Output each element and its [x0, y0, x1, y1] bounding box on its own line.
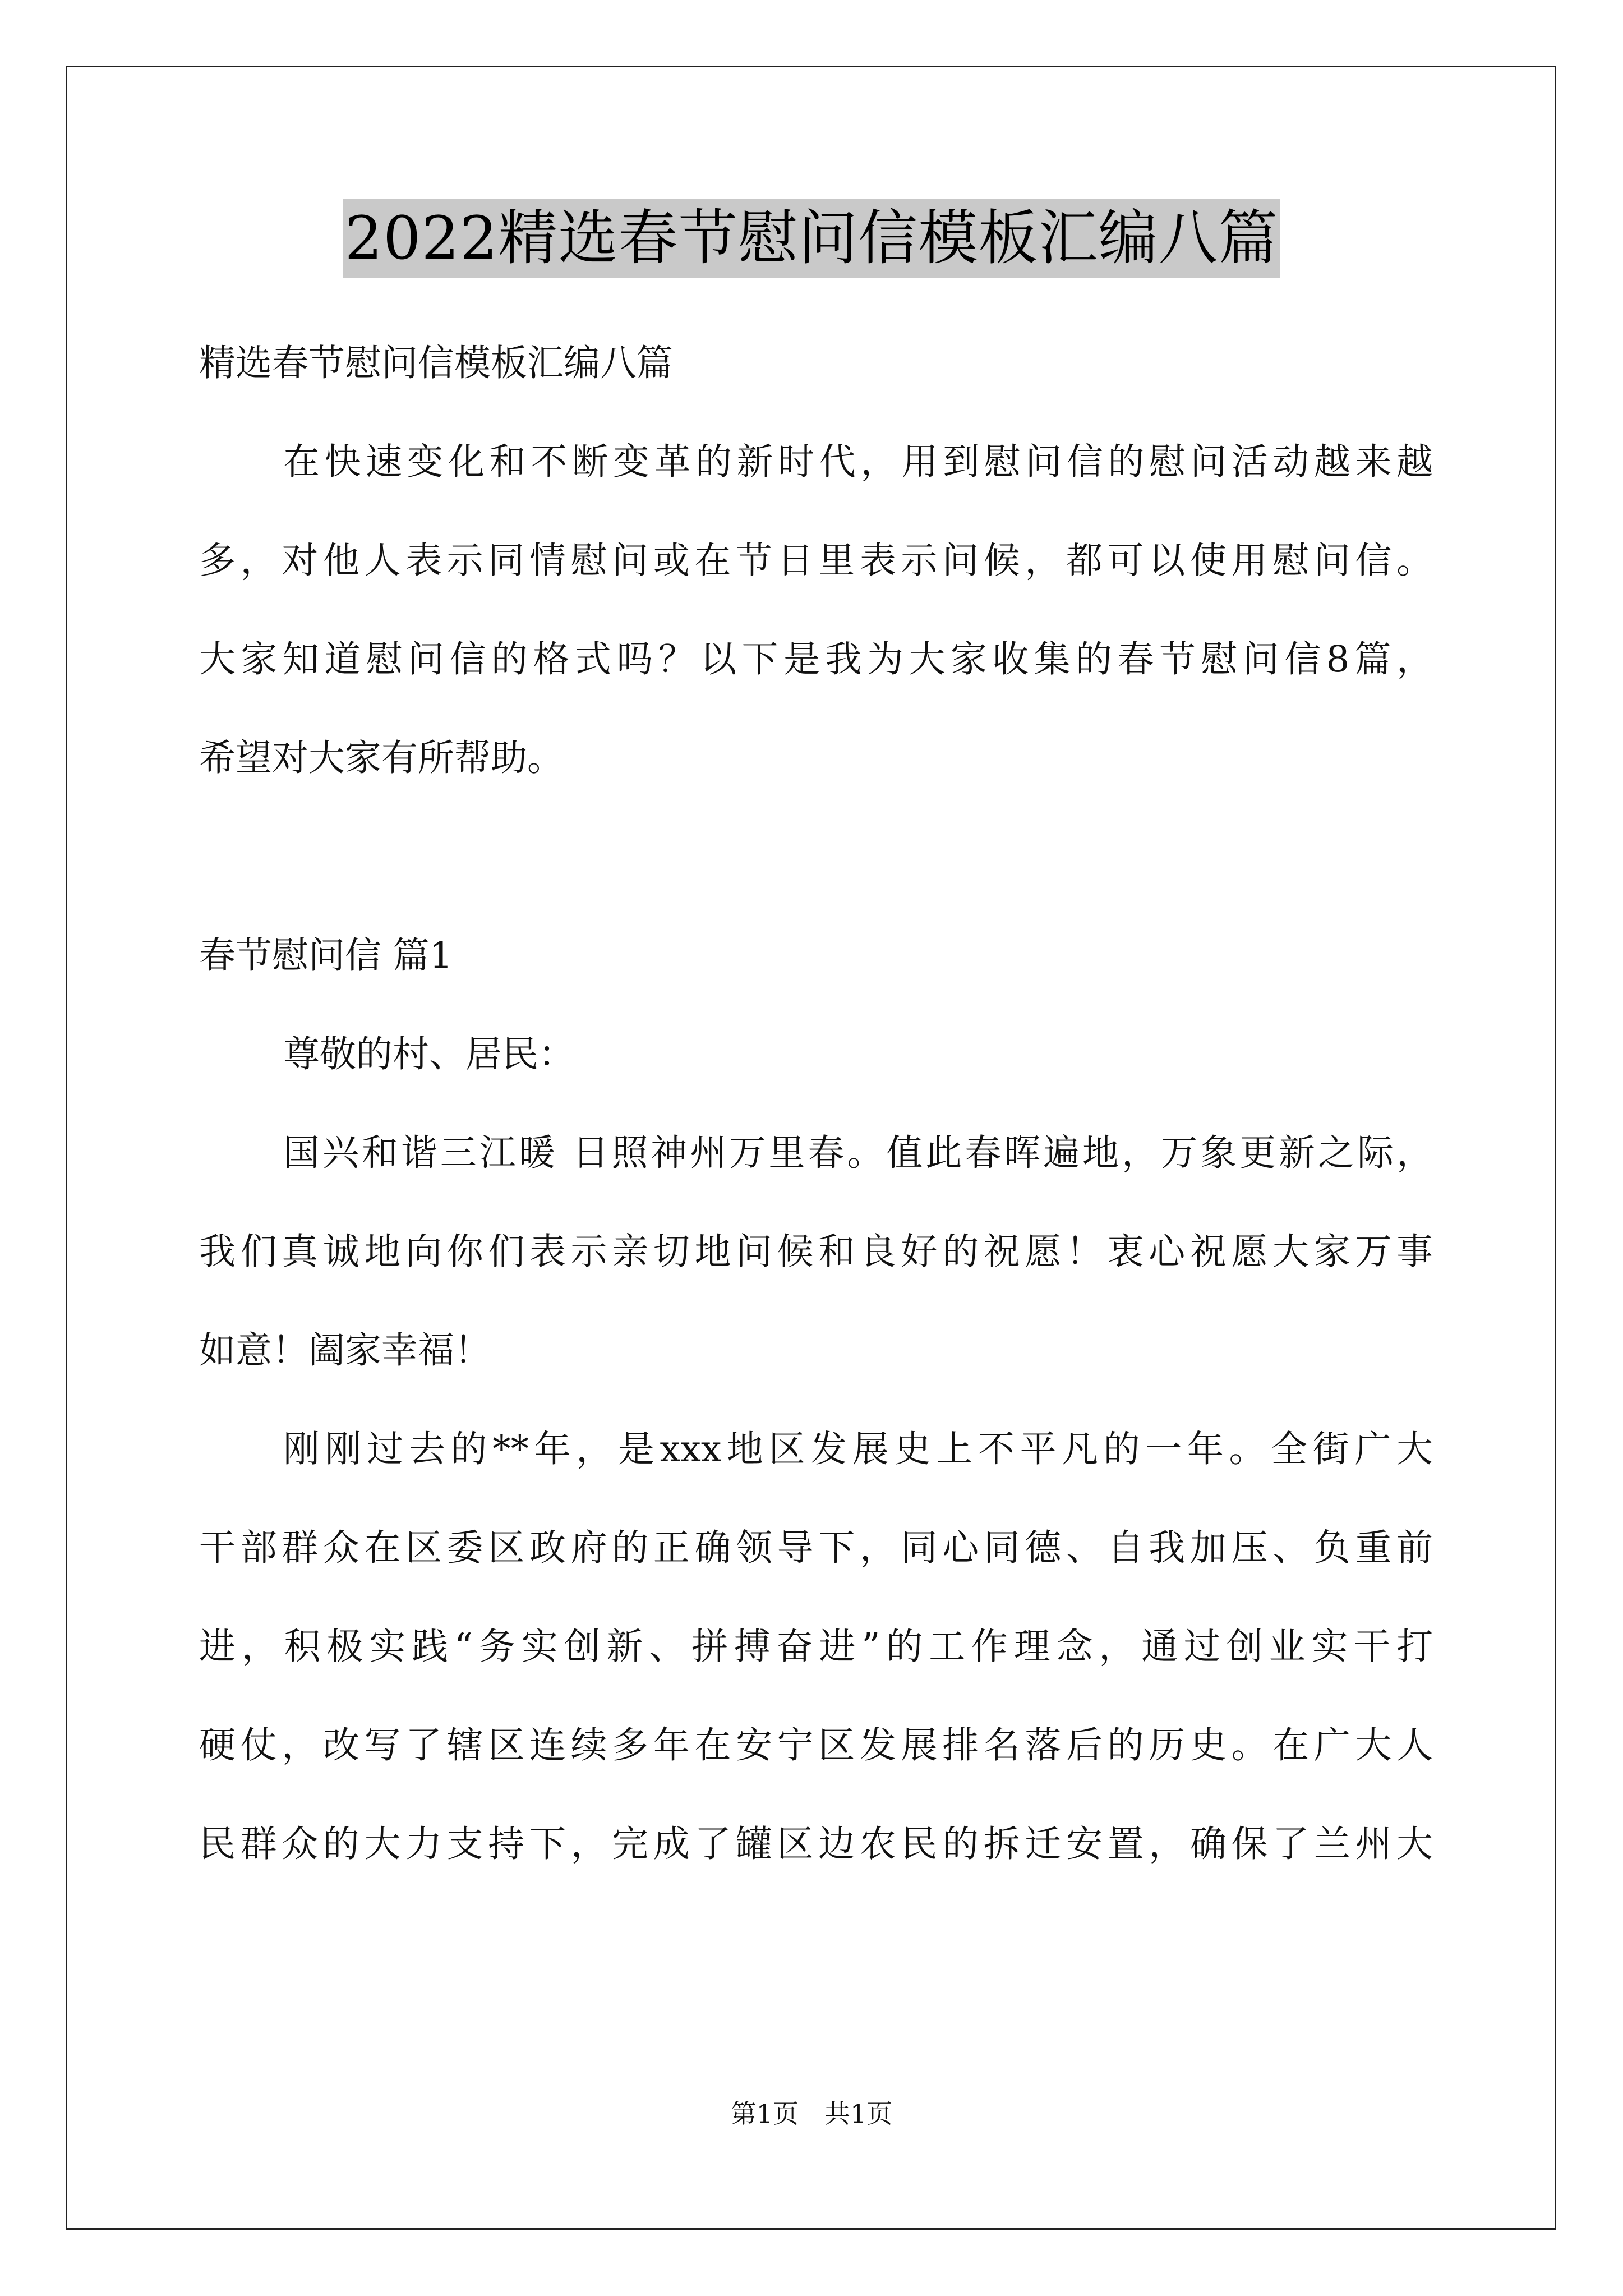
- page-footer: 第1页 共1页: [730, 2099, 893, 2129]
- paragraph-gap: [199, 808, 1433, 907]
- para2-line: 干部群众在区委区政府的正确领导下，同心同德、自我加压、负重前: [199, 1527, 1433, 1569]
- para1-line: 如意！阖家幸福！: [199, 1329, 491, 1372]
- para2-line: 进，积极实践“务实创新、拼搏奋进”的工作理念，通过创业实干打: [199, 1626, 1433, 1668]
- intro-line: 在快速变化和不断变革的新时代，用到慰问信的慰问活动越来越: [283, 441, 1433, 483]
- document-title: 2022精选春节慰问信模板汇编八篇: [343, 199, 1281, 278]
- para2-line: 民群众的大力支持下，完成了罐区边农民的拆迁安置，确保了兰州大: [199, 1823, 1433, 1865]
- para2-line: 硬仗，改写了辖区连续多年在安宁区发展排名落后的历史。在广大人: [199, 1724, 1433, 1766]
- subtitle: 精选春节慰问信模板汇编八篇: [199, 342, 674, 384]
- para2-line: 刚刚过去的**年，是xxx地区发展史上不平凡的一年。全街广大: [283, 1428, 1433, 1470]
- intro-line: 多，对他人表示同情慰问或在节日里表示问候，都可以使用慰问信。: [199, 540, 1433, 582]
- salutation: 尊敬的村、居民：: [283, 1033, 575, 1075]
- document-body: [199, 314, 1433, 1894]
- section-heading: 春节慰问信 篇1: [199, 935, 453, 977]
- title-container: [0, 199, 1623, 278]
- intro-line: 大家知道慰问信的格式吗？以下是我为大家收集的春节慰问信8篇，: [199, 638, 1433, 680]
- para1-line: 国兴和谐三江暖 日照神州万里春。值此春晖遍地，万象更新之际，: [283, 1132, 1433, 1174]
- para1-line: 我们真诚地向你们表示亲切地问候和良好的祝愿！衷心祝愿大家万事: [199, 1231, 1433, 1273]
- intro-line: 希望对大家有所帮助。: [199, 737, 564, 779]
